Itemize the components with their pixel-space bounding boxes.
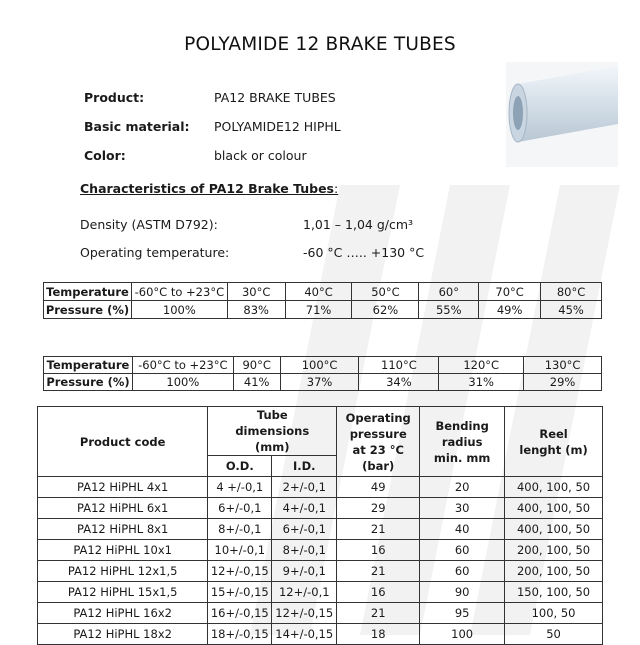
id-cell: 9+/-0,1 <box>272 561 337 582</box>
bending-radius-cell: 95 <box>420 603 505 624</box>
info-label: Color: <box>84 148 126 163</box>
od-cell: 15+/-0,15 <box>208 582 272 603</box>
reel-length-cell: 200, 100, 50 <box>505 561 603 582</box>
operating-pressure-cell: 16 <box>337 540 420 561</box>
bending-radius-cell: 30 <box>420 498 505 519</box>
table-row <box>38 477 603 498</box>
characteristic-value: 1,01 – 1,04 g/cm³ <box>303 216 414 232</box>
temperature-row <box>44 283 602 301</box>
temperature-cell: 120°C <box>439 357 524 374</box>
pressure-row <box>44 374 602 391</box>
info-label: Product: <box>84 90 145 105</box>
temperature-cell: 110°C <box>359 357 439 374</box>
pressure-cell: 71% <box>285 301 352 319</box>
product-code-cell: PA12 HiPHL 12x1,5 <box>38 561 208 582</box>
operating-pressure-cell: 21 <box>337 561 420 582</box>
temperature-cell: -60°C to +23°C <box>132 357 233 374</box>
bending-radius-cell: 60 <box>420 540 505 561</box>
table-row <box>38 498 603 519</box>
characteristics-heading-colon: : <box>334 181 339 196</box>
tube-image <box>506 62 618 167</box>
product-code-cell: PA12 HiPHL 6x1 <box>38 498 208 519</box>
reel-length-cell: 400, 100, 50 <box>505 477 603 498</box>
reel-length-cell: 150, 100, 50 <box>505 582 603 603</box>
od-cell: 4 +/-0,1 <box>208 477 272 498</box>
temperature-cell: -60°C to +23°C <box>131 283 227 301</box>
table-row <box>38 603 603 624</box>
temperature-cell: 40°C <box>285 283 352 301</box>
reel-length-cell: 400, 100, 50 <box>505 498 603 519</box>
bending-radius-cell: 90 <box>420 582 505 603</box>
header-tube-dimensions: Tube dimensions (mm) <box>208 407 337 456</box>
table-row <box>38 519 603 540</box>
pressure-cell: 100% <box>132 374 233 391</box>
characteristic-label: Operating temperature: <box>80 244 230 260</box>
pressure-cell: 37% <box>280 374 359 391</box>
id-cell: 12+/-0,15 <box>272 603 337 624</box>
pressure-temperature-table-1 <box>43 282 602 319</box>
temperature-cell: 100°C <box>280 357 359 374</box>
pressure-cell: 55% <box>419 301 479 319</box>
reel-length-cell: 100, 50 <box>505 603 603 624</box>
info-value: PA12 BRAKE TUBES <box>214 90 336 105</box>
characteristics-heading-text: Characteristics of PA12 Brake Tubes <box>80 181 334 196</box>
operating-pressure-cell: 21 <box>337 603 420 624</box>
reel-length-cell: 50 <box>505 624 603 645</box>
temperature-row <box>44 357 602 374</box>
operating-pressure-cell: 16 <box>337 582 420 603</box>
id-cell: 2+/-0,1 <box>272 477 337 498</box>
od-cell: 12+/-0,15 <box>208 561 272 582</box>
characteristic-value: -60 °C ….. +130 °C <box>303 244 425 260</box>
pressure-cell: 83% <box>227 301 285 319</box>
temperature-cell: 70°C <box>479 283 541 301</box>
row-label: Pressure (%) <box>44 374 133 391</box>
product-code-cell: PA12 HiPHL 18x2 <box>38 624 208 645</box>
pressure-temperature-table-2 <box>43 356 602 391</box>
header-bending-radius: Bending radius min. mm <box>420 407 505 477</box>
table-row <box>38 561 603 582</box>
product-code-cell: PA12 HiPHL 16x2 <box>38 603 208 624</box>
row-label: Temperature <box>44 283 132 301</box>
bending-radius-cell: 100 <box>420 624 505 645</box>
product-code-cell: PA12 HiPHL 10x1 <box>38 540 208 561</box>
od-cell: 10+/-0,1 <box>208 540 272 561</box>
temperature-cell: 50°C <box>352 283 419 301</box>
operating-pressure-cell: 29 <box>337 498 420 519</box>
bending-radius-cell: 40 <box>420 519 505 540</box>
page-title: POLYAMIDE 12 BRAKE TUBES <box>184 34 456 55</box>
pressure-cell: 49% <box>479 301 541 319</box>
bending-radius-cell: 60 <box>420 561 505 582</box>
characteristics-section <box>80 180 424 266</box>
info-label: Basic material: <box>84 119 190 134</box>
header-id: I.D. <box>272 456 337 477</box>
product-code-cell: PA12 HiPHL 4x1 <box>38 477 208 498</box>
table-row <box>38 582 603 603</box>
pressure-cell: 41% <box>233 374 280 391</box>
product-code-cell: PA12 HiPHL 15x1,5 <box>38 582 208 603</box>
info-value: POLYAMIDE12 HIPHL <box>214 119 341 134</box>
row-label: Pressure (%) <box>44 301 132 319</box>
od-cell: 6+/-0,1 <box>208 498 272 519</box>
pressure-cell: 29% <box>524 374 602 391</box>
pressure-cell: 45% <box>541 301 602 319</box>
id-cell: 12+/-0,1 <box>272 582 337 603</box>
reel-length-cell: 200, 100, 50 <box>505 540 603 561</box>
id-cell: 4+/-0,1 <box>272 498 337 519</box>
table-row <box>38 624 603 645</box>
header-operating-pressure: Operating pressure at 23 °C (bar) <box>337 407 420 477</box>
temperature-cell: 60° <box>419 283 479 301</box>
info-value: black or colour <box>214 148 307 163</box>
temperature-cell: 80°C <box>541 283 602 301</box>
header-product-code: Product code <box>38 407 208 477</box>
info-row <box>84 112 341 141</box>
header-od: O.D. <box>208 456 272 477</box>
operating-pressure-cell: 21 <box>337 519 420 540</box>
reel-length-cell: 400, 100, 50 <box>505 519 603 540</box>
od-cell: 16+/-0,15 <box>208 603 272 624</box>
characteristics-heading <box>80 180 424 210</box>
pressure-cell: 31% <box>439 374 524 391</box>
pressure-row <box>44 301 602 319</box>
temperature-cell: 30°C <box>227 283 285 301</box>
info-row <box>84 83 341 112</box>
product-info <box>84 83 341 170</box>
characteristic-row <box>80 210 424 238</box>
id-cell: 8+/-0,1 <box>272 540 337 561</box>
temperature-cell: 90°C <box>233 357 280 374</box>
table-row <box>38 540 603 561</box>
od-cell: 18+/-0,15 <box>208 624 272 645</box>
id-cell: 14+/-0,15 <box>272 624 337 645</box>
temperature-cell: 130°C <box>524 357 602 374</box>
product-specifications-table <box>37 406 603 645</box>
bending-radius-cell: 20 <box>420 477 505 498</box>
pressure-cell: 100% <box>131 301 227 319</box>
operating-pressure-cell: 18 <box>337 624 420 645</box>
id-cell: 6+/-0,1 <box>272 519 337 540</box>
header-row <box>38 407 603 456</box>
od-cell: 8+/-0,1 <box>208 519 272 540</box>
info-row <box>84 141 341 170</box>
characteristic-row <box>80 238 424 266</box>
pressure-cell: 62% <box>352 301 419 319</box>
characteristic-label: Density (ASTM D792): <box>80 216 218 232</box>
table-body <box>38 477 603 645</box>
product-code-cell: PA12 HiPHL 8x1 <box>38 519 208 540</box>
row-label: Temperature <box>44 357 133 374</box>
operating-pressure-cell: 49 <box>337 477 420 498</box>
pressure-cell: 34% <box>359 374 439 391</box>
header-reel-length: Reel lenght (m) <box>505 407 603 477</box>
